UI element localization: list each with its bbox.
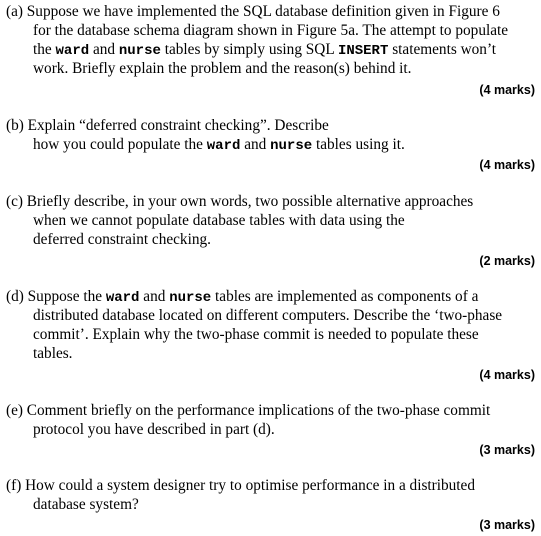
ward-table-name: ward <box>105 290 140 306</box>
question-a-line-4: work. Briefly explain the problem and the reason(s) behind it. <box>33 60 412 77</box>
question-e-marks: (3 marks) <box>479 443 535 457</box>
question-d-line-1: (d) Suppose the ward and nurse tables are implemented as components of a <box>6 288 479 306</box>
question-a-marks: (4 marks) <box>479 83 535 97</box>
question-f-marks: (3 marks) <box>479 518 535 532</box>
question-d-marks: (4 marks) <box>479 368 535 382</box>
question-e-line-1: (e) Comment briefly on the performance implications of the two-phase commit <box>6 402 491 419</box>
question-d-line-3: commit’. Explain why the two-phase commit is needed to populate these <box>33 326 479 343</box>
nurse-table-name: nurse <box>270 138 313 154</box>
question-f-line-2: database system? <box>33 496 139 513</box>
question-c-line-1: (c) Briefly describe, in your own words, two possible alternative approaches <box>6 193 474 210</box>
nurse-table-name: nurse <box>118 43 161 59</box>
question-b-marks: (4 marks) <box>479 158 535 172</box>
question-b-line-1: (b) Explain “deferred constraint checking”. Describe <box>6 117 329 134</box>
question-e-line-2: protocol you have described in part (d). <box>33 421 275 438</box>
question-a-line-1: (a) Suppose we have implemented the SQL database definition given in Figure 6 <box>6 3 500 20</box>
question-a-line-3: the ward and nurse tables by simply using SQL INSERT statements won’t <box>33 41 497 59</box>
insert-keyword: INSERT <box>337 43 389 59</box>
question-b-line-2: how you could populate the ward and nurse tables using it. <box>33 136 405 154</box>
question-c-line-3: deferred constraint checking. <box>33 231 211 248</box>
question-c-line-2: when we cannot populate database tables with data using the <box>33 212 405 229</box>
ward-table-name: ward <box>55 43 90 59</box>
nurse-table-name: nurse <box>169 290 212 306</box>
question-f-line-1: (f) How could a system designer try to optimise performance in a distributed <box>6 477 475 494</box>
question-a-line-2: for the database schema diagram shown in Figure 5a. The attempt to populate <box>33 22 509 39</box>
ward-table-name: ward <box>206 138 241 154</box>
question-c-marks: (2 marks) <box>479 254 535 268</box>
question-d-line-4: tables. <box>33 345 73 362</box>
question-d-line-2: distributed database located on different computers. Describe the ‘two-phase <box>33 307 503 324</box>
